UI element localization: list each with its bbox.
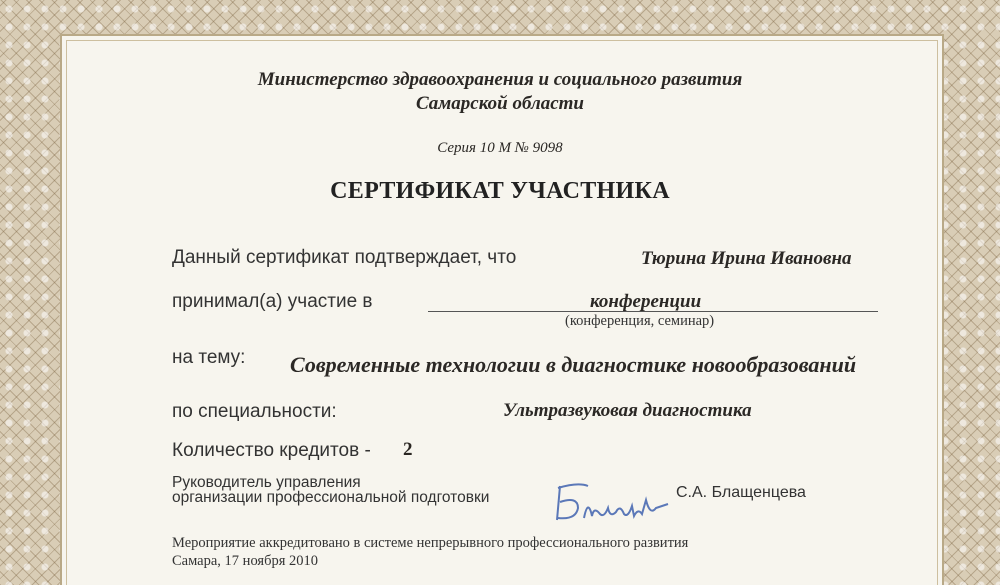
- credits-label: Количество кредитов -: [172, 440, 371, 461]
- topic: Современные технологии в диагностике новообразований: [290, 352, 857, 377]
- specialty: Ультразвуковая диагностика: [503, 400, 752, 421]
- signature: [548, 478, 678, 533]
- confirm-label: Данный сертификат подтверждает, что: [172, 247, 517, 268]
- topic-label: на тему:: [172, 347, 246, 368]
- event-type: конференции: [590, 291, 702, 312]
- accreditation-note: Мероприятие аккредитовано в системе непрерывного профессионального развития: [172, 535, 689, 551]
- credits-value: 2: [403, 439, 413, 460]
- place-date: Самара, 17 ноября 2010: [172, 553, 319, 569]
- event-type-hint: (конференция, семинар): [565, 313, 715, 329]
- certificate-title: СЕРТИФИКАТ УЧАСТНИКА: [330, 178, 670, 204]
- head-title-line-1: Руководитель управления: [172, 474, 361, 491]
- participant-name: Тюрина Ирина Ивановна: [641, 248, 852, 269]
- series-number: Серия 10 М № 9098: [437, 140, 563, 156]
- ministry-line-2: Самарской области: [415, 93, 584, 114]
- specialty-label: по специальности:: [172, 401, 337, 422]
- ministry-line-1: Министерство здравоохранения и социального развития: [257, 69, 743, 90]
- participation-label: принимал(а) участие в: [172, 291, 373, 312]
- head-name: С.А. Блащенцева: [676, 484, 806, 501]
- head-title-line-2: организации профессиональной подготовки: [172, 489, 490, 506]
